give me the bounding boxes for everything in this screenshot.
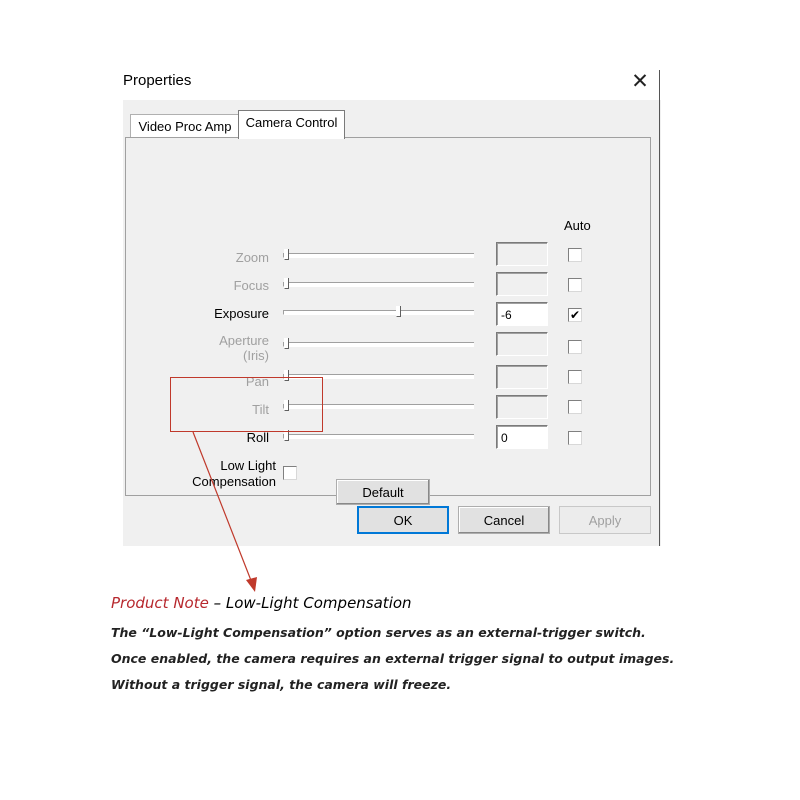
note-title-rest: – Low-Light Compensation: [208, 594, 412, 612]
aperture-label-line2: (Iris): [243, 348, 269, 363]
checkmark-icon: ✔: [569, 308, 581, 322]
exposure-label: Exposure: [214, 306, 269, 321]
arrow-head-icon: [246, 577, 257, 592]
auto-column-header: Auto: [564, 218, 591, 233]
note-line-2: Once enabled, the camera requires an external trigger signal to output images.: [111, 651, 675, 666]
roll-value-field[interactable]: 0: [496, 425, 548, 449]
note-line-3: Without a trigger signal, the camera will freeze.: [111, 677, 452, 692]
note-line-1: The “Low-Light Compensation” option serves as an external-trigger switch.: [111, 625, 646, 640]
roll-label: Roll: [246, 430, 269, 445]
note-title-prefix: Product Note: [111, 594, 209, 612]
tab-video-proc-amp[interactable]: Video Proc Amp: [130, 114, 240, 138]
default-button[interactable]: Default: [336, 479, 430, 505]
aperture-label-line1: Aperture: [219, 333, 269, 348]
focus-label: Focus: [233, 278, 269, 293]
pan-label: Pan: [245, 374, 269, 389]
low-light-label-line2: Compensation: [192, 474, 276, 489]
ok-button[interactable]: OK: [357, 506, 449, 534]
arrow-line: [193, 432, 252, 583]
tab-camera-control[interactable]: Camera Control: [238, 110, 345, 139]
window-title: Properties: [123, 72, 192, 89]
close-icon: ✕: [631, 70, 649, 93]
tilt-label: Tilt: [252, 402, 269, 417]
apply-button: Apply: [559, 506, 651, 534]
zoom-label: Zoom: [235, 250, 269, 265]
exposure-value-field[interactable]: -6: [496, 302, 548, 326]
note-title: [111, 594, 412, 612]
low-light-label-line1: Low Light: [220, 458, 276, 473]
cancel-button[interactable]: Cancel: [458, 506, 550, 534]
